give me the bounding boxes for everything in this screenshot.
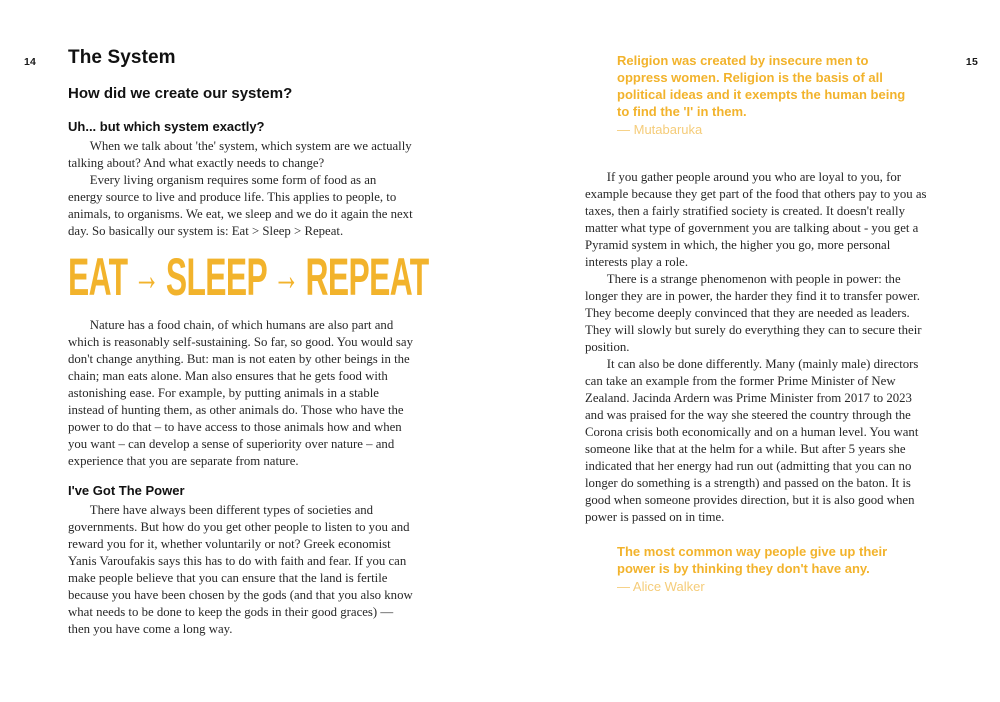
section-heading-ive-got-the-power: I've Got The Power: [68, 483, 185, 498]
body-paragraph: Every living organism requires some form of food as an energy source to live and produce life. This applies to people, to animals, to organisms. We eat, we sleep and we do it again the next day. So basically our system is: Eat > Sleep > Repeat.: [68, 173, 413, 238]
quote-attribution: — Alice Walker: [617, 579, 705, 594]
body-paragraph: If you gather people around you who are loyal to you, for example because they get part of the food that others pay to you as taxes, then a fairly stratified society is created. It doesn't really matter what type of government you are talking about - you get a Pyramid system in which, the higher you go, more personal interests play a role.: [585, 170, 927, 269]
quote-text: The most common way people give up their power is by thinking they don't have any.: [617, 544, 888, 576]
headline-eat-sleep-repeat: [68, 248, 429, 307]
body-paragraph: When we talk about 'the' system, which system are we actually talking about? And what exactly needs to change?: [68, 139, 412, 170]
pull-quote-alice-walker: [617, 543, 909, 595]
section-heading-which-system: Uh... but which system exactly?: [68, 119, 265, 134]
left-page-column: [68, 46, 429, 638]
arrow-right-icon: →: [133, 251, 160, 300]
headline-word-sleep: SLEEP: [165, 248, 268, 307]
pull-quote-mutabaruka: [617, 52, 909, 138]
body-paragraph: It can also be done differently. Many (mainly male) directors can take an example from the former Prime Minister of New Zealand. Jacinda Ardern was Prime Minister from 2017 to 2023 and was praised for the way she steered the country through the Corona crisis both economically and on a human level. You want someone like that at the helm for a while. But after 5 years she indicated that her energy had run out (admitting that you can no longer do something is a strength) and passed on the baton. It is good when someone provides direction, but it is also good when power is passed on in time.: [585, 357, 919, 524]
quote-text: Religion was created by insecure men to oppress women. Religion is the basis of all political ideas and it exempts the human being to find the 'I' in them.: [617, 53, 906, 119]
right-page-column: [585, 52, 931, 595]
page-number-left: 14: [24, 56, 37, 68]
headline-word-eat: EAT: [68, 248, 128, 307]
body-paragraph: There is a strange phenomenon with people in power: the longer they are in power, the harder they find it to transfer power. They become deeply convinced that they are needed as leaders. They will slowly but surely do everything they can to secure their position.: [585, 272, 922, 354]
body-paragraph: There have always been different types of societies and governments. But how do you get other people to listen to you and reward you for it, whether voluntarily or not? Greek economist Yanis Varoufakis says this has to do with faith and fear. If you can make people believe that you can ensure that the land is fertile because you have been chosen by the gods (and that you also know what needs to be done to keep the gods in their good graces) — then you have come a long way.: [68, 503, 413, 636]
body-paragraph: Nature has a food chain, of which humans are also part and which is reasonably self-sustaining. So far, so good. You would say don't change anything. But: man is not eaten by other beings in the chain; man eats alone. Man also ensures that he gets food with astonishing ease. For example, by putting animals in a stable instead of hunting them, as other animals do. Those who have the power to do that – to have access to those animals how and when you want – can develop a sense of superiority over nature – and experience that you are separate from nature.: [68, 318, 413, 468]
page-subtitle: How did we create our system?: [68, 85, 293, 102]
page-number-right: 15: [965, 56, 978, 68]
arrow-right-icon: →: [273, 251, 300, 300]
page-title: The System: [68, 47, 176, 68]
headline-word-repeat: REPEAT: [305, 248, 429, 307]
quote-attribution: — Mutabaruka: [617, 122, 703, 137]
